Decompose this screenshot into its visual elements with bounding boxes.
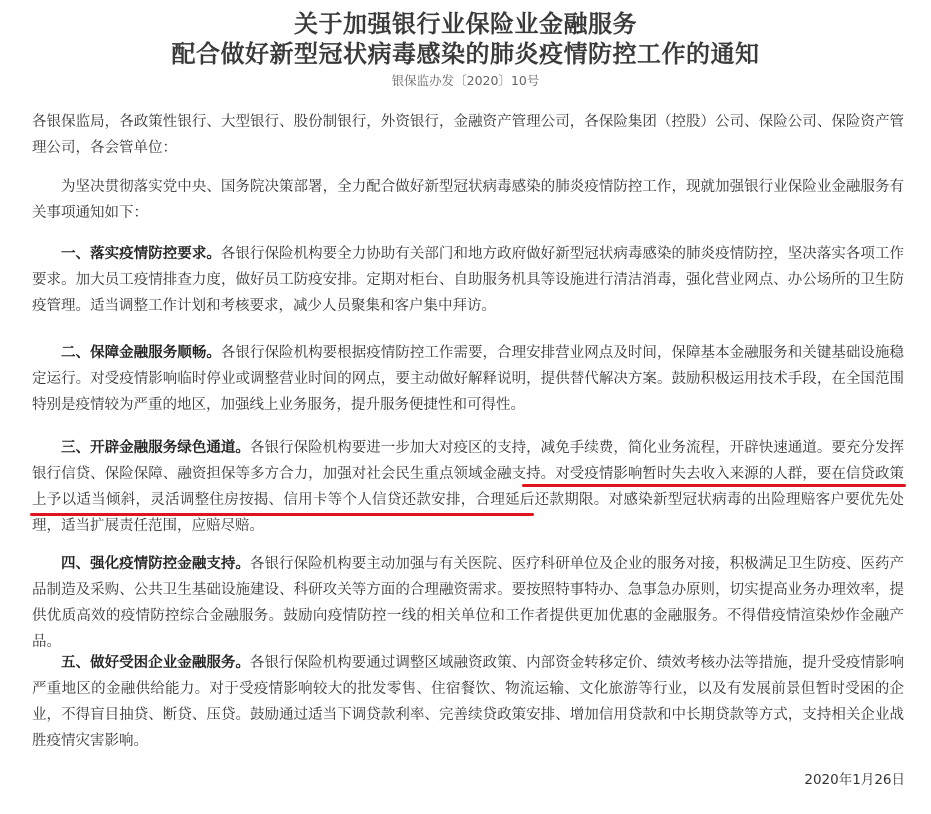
document-date: 2020年1月26日 [804, 772, 905, 788]
section-body-1: 各银行保险机构要全力协助有关部门和地方政府做好新型冠状病毒感染的肺炎疫情防控，坚决落实各项工作要求。加大员工疫情排查力度，做好员工防疫安排。定期对柜台、自助服务机具等设施进行清洁消毒，强化营业网点、办公场所的卫生防疫管理。适当调整工作计划和考核要求，减少人员聚集和客户集中拜访。 [32, 246, 905, 314]
section-paragraph-2 [32, 340, 904, 418]
section-heading-1: 一、落实疫情防控要求。 [61, 246, 221, 262]
intro-paragraph: 为坚决贯彻落实党中央、国务院决策部署，全力配合做好新型冠状病毒感染的肺炎疫情防控工作，现就加强银行业保险业金融服务有关事项通知如下： [32, 179, 904, 221]
red-highlight-underline [30, 513, 534, 516]
section-paragraph-4 [32, 551, 904, 655]
section-paragraph-3 [32, 435, 904, 539]
document-number: 银保监办发〔2020〕10号 [391, 73, 540, 88]
section-paragraph-1 [32, 241, 904, 319]
section-paragraph-5 [32, 650, 904, 754]
section-body-4: 各银行保险机构要主动加强与有关医院、医疗科研单位及企业的服务对接，积极满足卫生防疫、医药产品制造及采购、公共卫生基础设施建设、科研攻关等方面的合理融资需求。要按照特事特办、急事急办原则，切实提高业务办理效率，提供优质高效的疫情防控综合金融服务。鼓励向疫情防控一线的相关单位和工作者提供更加优惠的金融服务。不得借疫情渲染炒作金融产品。 [32, 556, 905, 650]
section-body-3: 各银行保险机构要进一步加大对疫区的支持，减免手续费，简化业务流程，开辟快速通道。要充分发挥银行信贷、保险保障、融资担保等多方合力，加强对社会民生重点领域金融支持。对受疫情影响暂时失去收入来源的人群，要在信贷政策上予以适当倾斜，灵活调整住房按揭、信用卡等个人信贷还款安排，合理延后还款期限。对感染新型冠状病毒的出险理赔客户要优先处理，适当扩展责任范围，应赔尽赔。 [32, 440, 905, 534]
section-heading-2: 二、保障金融服务顺畅。 [61, 345, 221, 361]
section-heading-3: 三、开辟金融服务绿色通道。 [61, 440, 250, 456]
section-body-2: 各银行保险机构要根据疫情防控工作需要，合理安排营业网点及时间，保障基本金融服务和关键基础设施稳定运行。对受疫情影响临时停业或调整营业时间的网点，要主动做好解释说明，提供替代解决方案。鼓励积极运用技术手段，在全国范围特别是疫情较为严重的地区，加强线上业务服务，提升服务便捷性和可得性。 [32, 345, 905, 413]
red-highlight-underline [522, 484, 906, 487]
document-title-line-1: 关于加强银行业保险业金融服务 [294, 9, 637, 38]
section-heading-5: 五、做好受困企业金融服务。 [61, 655, 250, 671]
section-heading-4: 四、强化疫情防控金融支持。 [61, 556, 250, 572]
salutation-paragraph: 各银保监局，各政策性银行、大型银行、股份制银行，外资银行，金融资产管理公司，各保险集团（控股）公司、保险公司、保险资产管理公司，各会管单位： [32, 114, 904, 156]
document-title-line-2: 配合做好新型冠状病毒感染的肺炎疫情防控工作的通知 [171, 39, 760, 68]
section-body-5: 各银行保险机构要通过调整区域融资政策、内部资金转移定价、绩效考核办法等措施，提升受疫情影响严重地区的金融供给能力。对于受疫情影响较大的批发零售、住宿餐饮、物流运输、文化旅游等行业，以及有发展前景但暂时受困的企业，不得盲目抽贷、断贷、压贷。鼓励通过适当下调贷款利率、完善续贷政策安排、增加信用贷款和中长期贷款等方式，支持相关企业战胜疫情灾害影响。 [32, 655, 905, 749]
